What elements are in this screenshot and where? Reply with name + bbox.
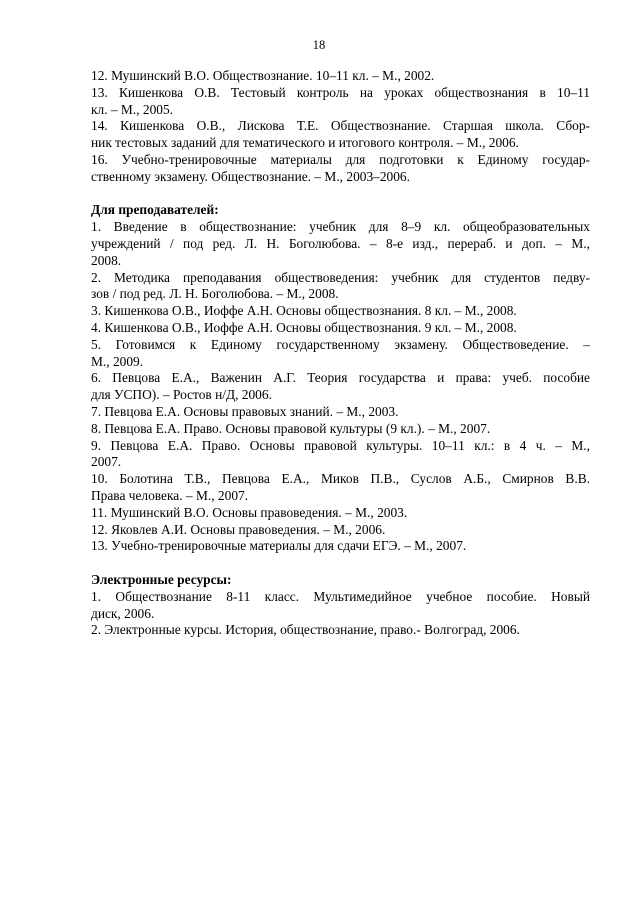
reference-entry — [91, 589, 590, 623]
reference-entry — [91, 421, 590, 438]
reference-entry — [91, 370, 590, 404]
reference-line: для УСПО). – Ростов н/Д, 2006. — [91, 387, 272, 403]
reference-line: 1. Введение в обществознание: учебник для 8–9 кл. общеобразовательных — [91, 219, 590, 235]
students-list — [91, 68, 590, 186]
electronic-list — [91, 589, 590, 639]
reference-entry — [91, 538, 590, 555]
reference-line: зов / под ред. Л. Н. Боголюбова. – М., 2008. — [91, 286, 339, 302]
reference-entry — [91, 471, 590, 505]
page-content — [91, 68, 590, 639]
reference-line: 16. Учебно-тренировочные материалы для подготовки к Единому государ- — [91, 151, 590, 167]
reference-line: М., 2009. — [91, 353, 144, 369]
reference-entry — [91, 85, 590, 119]
reference-entry — [91, 219, 590, 269]
reference-line: 8. Певцова Е.А. Право. Основы правовой культуры (9 кл.). – М., 2007. — [91, 420, 491, 436]
reference-line: 3. Кишенкова О.В., Иоффе А.Н. Основы обществознания. 8 кл. – М., 2008. — [91, 303, 517, 319]
reference-line: 10. Болотина Т.В., Певцова Е.А., Миков П.В., Суслов А.Б., Смирнов В.В. — [91, 471, 590, 487]
reference-line: учреждений / под ред. Л. Н. Боголюбова. – 8-е изд., перераб. и доп. – М., — [91, 235, 590, 251]
reference-entry — [91, 152, 590, 186]
reference-line: диск, 2006. — [91, 605, 155, 621]
reference-entry — [91, 522, 590, 539]
reference-line: Права человека. – М., 2007. — [91, 487, 249, 503]
reference-line: 12. Яковлев А.И. Основы правоведения. – М., 2006. — [91, 521, 386, 537]
reference-line: 9. Певцова Е.А. Право. Основы правовой культуры. 10–11 кл.: в 4 ч. – М., — [91, 437, 590, 453]
reference-line: 6. Певцова Е.А., Важенин А.Г. Теория государства и права: учеб. пособие — [91, 370, 590, 386]
reference-line: 1. Обществознание 8-11 класс. Мультимедийное учебное пособие. Новый — [91, 588, 590, 604]
reference-entry — [91, 505, 590, 522]
section-gap — [91, 555, 590, 572]
reference-entry — [91, 337, 590, 371]
reference-entry — [91, 303, 590, 320]
reference-entry — [91, 118, 590, 152]
reference-line: 14. Кишенкова О.В., Лискова Т.Е. Обществознание. Старшая школа. Сбор- — [91, 118, 590, 134]
electronic-heading: Электронные ресурсы: — [91, 571, 232, 587]
reference-entry — [91, 68, 590, 85]
section-gap — [91, 186, 590, 203]
reference-line: 11. Мушинский В.О. Основы правоведения. – М., 2003. — [91, 504, 408, 520]
teachers-heading: Для преподавателей: — [91, 202, 219, 218]
reference-entry — [91, 270, 590, 304]
reference-line: 5. Готовимся к Единому государственному экзамену. Обществоведение. – — [91, 336, 590, 352]
reference-entry — [91, 438, 590, 472]
reference-line: 13. Кишенкова О.В. Тестовый контроль на уроках обществознания в 10–11 — [91, 84, 590, 100]
reference-line: кл. – М., 2005. — [91, 101, 174, 117]
reference-line: 2. Электронные курсы. История, обществознание, право.- Волгоград, 2006. — [91, 622, 520, 638]
reference-line: 4. Кишенкова О.В., Иоффе А.Н. Основы обществознания. 9 кл. – М., 2008. — [91, 319, 517, 335]
reference-line: 2007. — [91, 454, 122, 470]
reference-line: ственному экзамену. Обществознание. – М., 2003–2006. — [91, 168, 410, 184]
reference-line: ник тестовых заданий для тематического и итогового контроля. – М., 2006. — [91, 135, 519, 151]
reference-entry — [91, 404, 590, 421]
reference-line: 13. Учебно-тренировочные материалы для сдачи ЕГЭ. – М., 2007. — [91, 538, 467, 554]
teachers-list — [91, 219, 590, 555]
reference-line: 7. Певцова Е.А. Основы правовых знаний. – М., 2003. — [91, 403, 399, 419]
reference-line: 2. Методика преподавания обществоведения: учебник для студентов педву- — [91, 269, 590, 285]
page-number: 18 — [312, 38, 326, 52]
reference-entry — [91, 320, 590, 337]
reference-entry — [91, 622, 590, 639]
reference-line: 2008. — [91, 252, 122, 268]
reference-line: 12. Мушинский В.О. Обществознание. 10–11 кл. – М., 2002. — [91, 68, 435, 83]
